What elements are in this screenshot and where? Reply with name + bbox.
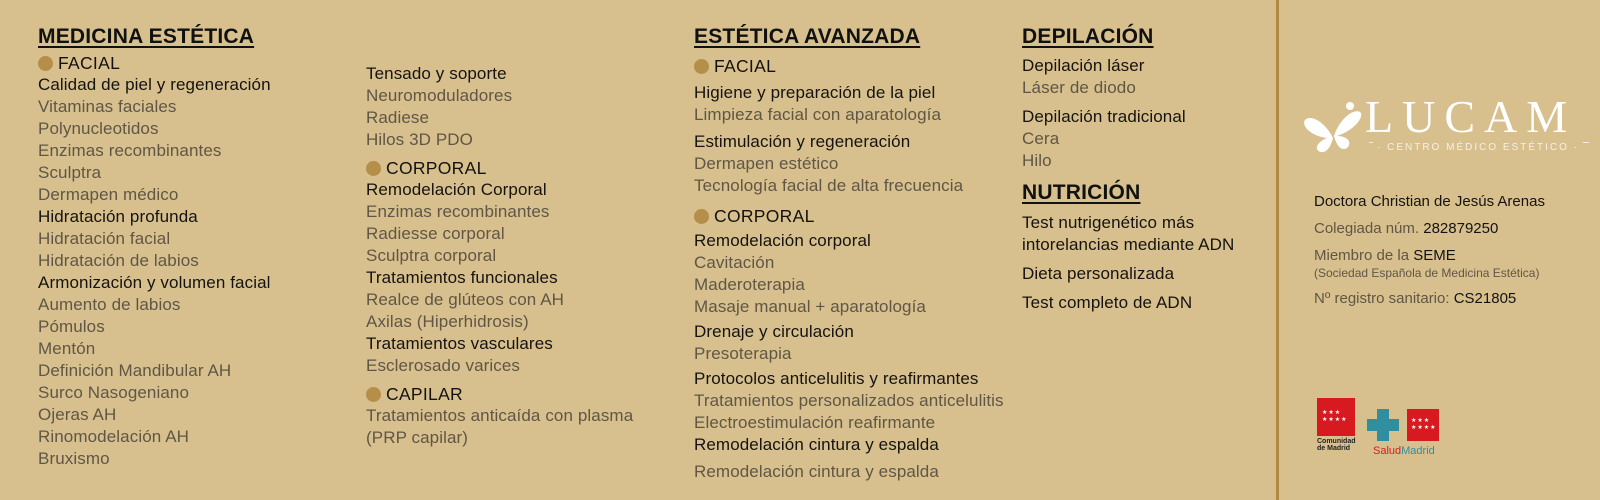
brand-tagline: · CENTRO MÉDICO ESTÉTICO · — [1373, 142, 1583, 154]
registro-label: Nº registro sanitario: — [1314, 290, 1450, 307]
list-item: Limpieza facial con aparatología — [694, 105, 942, 124]
list-item: Mentón — [38, 339, 96, 358]
medicina-estetica-title: MEDICINA ESTÉTICA — [38, 25, 255, 48]
bullet-dot-icon — [38, 56, 53, 71]
colegiada-label: Colegiada núm. — [1314, 220, 1420, 237]
list-item: Hidratación de labios — [38, 251, 199, 270]
subheading: Tratamientos vasculares — [366, 334, 553, 353]
seme-acronym: SEME — [1413, 247, 1456, 264]
bullet-dot-icon — [694, 59, 709, 74]
subheading: Test completo de ADN — [1022, 293, 1193, 312]
colegiada-number: 282879250 — [1423, 220, 1499, 237]
list-item: Presoterapia — [694, 344, 792, 363]
subheading: Remodelación corporal — [694, 231, 871, 250]
estetica-avanzada-column — [694, 24, 1014, 483]
comunidad-madrid-logo — [1317, 398, 1356, 452]
brand-panel — [1279, 0, 1600, 500]
subheading: Depilación tradicional — [1022, 107, 1186, 126]
facial-category — [38, 52, 358, 74]
bullet-dot-icon — [694, 209, 709, 224]
list-item: Tratamientos personalizados anticelulitis — [694, 391, 1004, 410]
corporal-category-label: CORPORAL — [386, 158, 487, 178]
corporal-category — [366, 157, 666, 179]
list-item: Rinomodelación AH — [38, 427, 190, 446]
list-item: Cavitación — [694, 253, 775, 272]
doctor-info — [1314, 192, 1594, 309]
medicina-estetica-column — [38, 24, 358, 470]
list-item: Tratamientos anticaída con plasma — [366, 406, 634, 425]
capilar-category-label: CAPILAR — [386, 384, 463, 404]
spacer — [694, 197, 1014, 205]
bullet-dot-icon — [366, 387, 381, 402]
brand-name: LUCAM — [1365, 91, 1577, 142]
registro-line — [1314, 289, 1594, 309]
corporal-category — [694, 205, 1014, 227]
list-item: (PRP capilar) — [366, 428, 469, 447]
subheading: Calidad de piel y regeneración — [38, 75, 271, 94]
list-item: Cera — [1022, 129, 1060, 148]
list-item: Sculptra — [38, 163, 102, 182]
subheading: Armonización y volumen facial — [38, 273, 271, 292]
list-item: Enzimas recombinantes — [38, 141, 222, 160]
list-item: Hilo — [1022, 151, 1052, 170]
salud-madrid-label: SaludMadrid — [1373, 445, 1435, 457]
subheading: Dieta personalizada — [1022, 264, 1175, 283]
list-item: Hilos 3D PDO — [366, 130, 474, 149]
subheading: Depilación láser — [1022, 56, 1145, 75]
list-item: Surco Nasogeniano — [38, 383, 190, 402]
doctor-name: Doctora Christian de Jesús Arenas — [1314, 193, 1545, 210]
estetica-avanzada-title: ESTÉTICA AVANZADA — [694, 25, 921, 48]
nutricion-title: NUTRICIÓN — [1022, 181, 1141, 204]
subheading: Test nutrigenético más — [1022, 213, 1195, 232]
registro-number: CS21805 — [1453, 290, 1517, 307]
list-item: Polynucleotidos — [38, 119, 159, 138]
miembro-line — [1314, 246, 1594, 266]
list-item: Aumento de labios — [38, 295, 181, 314]
list-item: Pómulos — [38, 317, 105, 336]
miembro-label: Miembro de la — [1314, 247, 1410, 264]
depilacion-nutricion-column — [1022, 24, 1272, 314]
list-item: Esclerosado varices — [366, 356, 521, 375]
list-item: Dermapen médico — [38, 185, 179, 204]
list-item: Realce de glúteos con AH — [366, 290, 565, 309]
bullet-dot-icon — [366, 161, 381, 176]
salud-madrid-emblem-icon: ★★★ ★★★★ — [1373, 409, 1443, 441]
list-item: Radiese — [366, 108, 430, 127]
list-item: Definición Mandibular AH — [38, 361, 232, 380]
facial-category-label: FACIAL — [58, 53, 121, 73]
list-item: Vitaminas faciales — [38, 97, 177, 116]
list-item: Sculptra corporal — [366, 246, 497, 265]
seme-full-name: (Sociedad Española de Medicina Estética) — [1314, 266, 1540, 280]
list-item: Tecnología facial de alta frecuencia — [694, 176, 964, 195]
butterfly-logo-icon — [1303, 98, 1363, 154]
list-item: Neuromoduladores — [366, 86, 513, 105]
list-item: Dermapen estético — [694, 154, 839, 173]
facial-category — [694, 55, 1014, 77]
subheading: Remodelación Corporal — [366, 180, 547, 199]
lucam-logo — [1303, 91, 1599, 158]
depilacion-title: DEPILACIÓN — [1022, 25, 1154, 48]
list-item: Axilas (Hiperhidrosis) — [366, 312, 529, 331]
madrid-label: Comunidad de Madrid — [1317, 438, 1356, 452]
list-item: Masaje manual + aparatología — [694, 297, 926, 316]
capilar-category — [366, 383, 666, 405]
corporal-category-label: CORPORAL — [714, 206, 815, 226]
list-item: Maderoterapia — [694, 275, 805, 294]
subheading: Tratamientos funcionales — [366, 268, 558, 287]
subheading: Tensado y soporte — [366, 64, 507, 83]
list-item: Láser de diodo — [1022, 78, 1136, 97]
salud-madrid-logo — [1373, 409, 1443, 458]
colegiada-line — [1314, 219, 1594, 239]
list-item: Bruxismo — [38, 449, 110, 468]
list-item: Ojeras AH — [38, 405, 117, 424]
list-item: Electroestimulación reafirmante — [694, 413, 936, 432]
madrid-flag-icon: ★★★ ★★★★ — [1317, 398, 1355, 436]
subheading: Protocolos anticelulitis y reafirmantes — [694, 369, 979, 388]
list-item: Remodelación cintura y espalda — [694, 462, 939, 481]
list-item: Enzimas recombinantes — [366, 202, 550, 221]
subheading: intorelancias mediante ADN — [1022, 235, 1235, 254]
subheading: Estimulación y regeneración — [694, 132, 911, 151]
list-item: Radiesse corporal — [366, 224, 505, 243]
subheading: Drenaje y circulación — [694, 322, 854, 341]
subheading: Hidratación profunda — [38, 207, 198, 226]
list-item: Hidratación facial — [38, 229, 171, 248]
medicina-estetica-column-2 — [366, 63, 666, 449]
subheading: Higiene y preparación de la piel — [694, 83, 936, 102]
subheading: Remodelación cintura y espalda — [694, 435, 939, 454]
facial-category-label: FACIAL — [714, 56, 777, 76]
